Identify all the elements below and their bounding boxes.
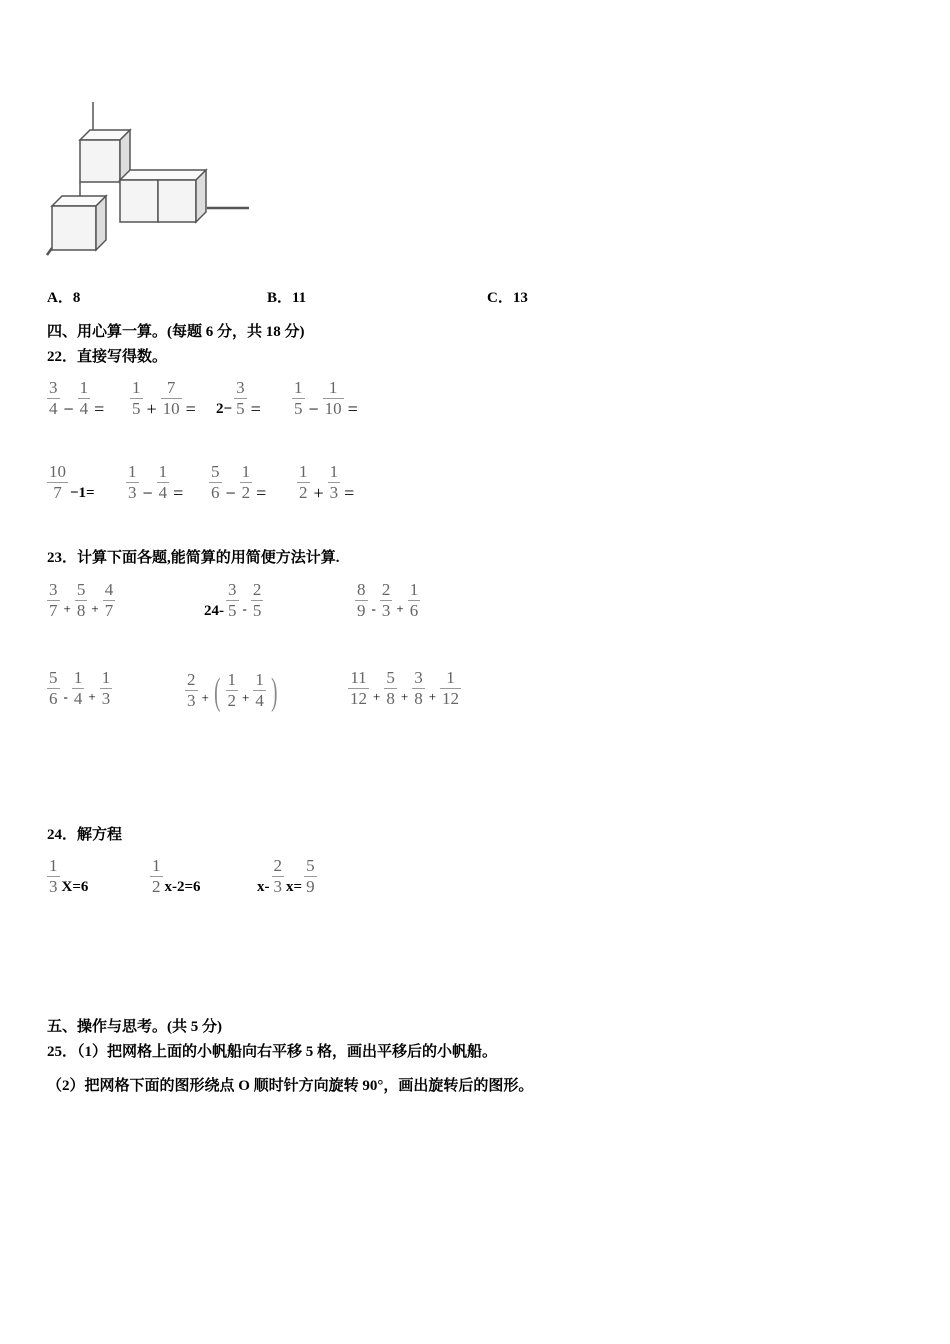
operator: +	[146, 399, 157, 419]
expression-text: x-	[257, 879, 270, 895]
q22-expression	[216, 378, 263, 419]
q24-equation	[45, 856, 88, 897]
fraction	[297, 462, 310, 503]
numerator: 1	[49, 856, 58, 875]
numerator: 1	[294, 378, 303, 397]
operator: -	[242, 600, 247, 616]
numerator: 5	[386, 668, 395, 687]
numerator: 5	[306, 856, 315, 875]
denominator: 2	[152, 877, 161, 896]
fraction	[328, 462, 341, 503]
q23-expression	[183, 668, 281, 712]
fraction	[209, 462, 222, 503]
operator: +	[63, 600, 71, 616]
fraction	[226, 580, 239, 621]
numerator: 3	[49, 580, 58, 599]
denominator: 8	[76, 601, 86, 620]
denominator: 5	[228, 601, 237, 620]
operator: +	[88, 688, 96, 704]
numerator: 1	[101, 668, 111, 687]
numerator: 5	[211, 462, 220, 481]
denominator: 4	[79, 399, 89, 418]
fraction	[47, 378, 60, 419]
fraction	[226, 670, 239, 711]
denominator: 7	[49, 601, 58, 620]
numerator: 7	[166, 378, 176, 397]
section-5-title: 五、操作与思考。(共 5 分)	[47, 1019, 222, 1035]
denominator: 6	[409, 601, 419, 620]
denominator: 9	[306, 877, 315, 896]
numerator: 2	[273, 856, 282, 875]
operator: =	[256, 483, 267, 503]
question-24-title: 24．解方程	[47, 827, 123, 843]
question-22-title: 22．直接写得数。	[47, 349, 168, 365]
denominator: 8	[386, 689, 395, 708]
fraction	[47, 462, 68, 503]
numerator: 10	[49, 462, 66, 481]
denominator: 3	[49, 877, 58, 896]
q23-expression	[353, 580, 422, 621]
denominator: 8	[414, 689, 423, 708]
numerator: 1	[158, 462, 168, 481]
fraction	[157, 462, 170, 503]
operator: =	[185, 399, 196, 419]
numerator: 1	[132, 378, 141, 397]
operator: +	[242, 690, 250, 705]
fraction	[78, 378, 91, 419]
numerator: 1	[329, 462, 339, 481]
numerator: 1	[128, 462, 137, 481]
fraction	[323, 378, 344, 419]
parenthesis: )	[271, 671, 278, 713]
denominator: 4	[73, 689, 83, 708]
numerator: 1	[409, 580, 419, 599]
denominator: 2	[227, 690, 236, 710]
operator: +	[201, 690, 209, 705]
fraction	[47, 668, 60, 709]
fraction	[130, 378, 143, 419]
numerator: 8	[357, 580, 366, 599]
denominator: 6	[211, 483, 220, 502]
question-25-line-1: 25．（1）把网格上面的小帆船向右平移 5 格，画出平移后的小帆船。	[47, 1044, 498, 1060]
numerator: 2	[381, 580, 391, 599]
numerator: 1	[152, 856, 161, 875]
fraction	[384, 668, 397, 709]
denominator: 5	[236, 399, 245, 418]
expression-text: −1=	[70, 485, 95, 501]
denominator: 3	[187, 690, 196, 710]
expression-text: 24-	[204, 603, 224, 619]
operator: +	[91, 600, 99, 616]
operator: −	[63, 399, 74, 419]
q22-expression	[290, 378, 360, 419]
denominator: 10	[324, 399, 342, 418]
option-b: B．11	[267, 290, 307, 306]
denominator: 12	[350, 689, 367, 708]
operator: −	[142, 483, 153, 503]
q23-expression	[204, 580, 265, 621]
expression-text: X=6	[61, 879, 89, 895]
fraction	[185, 670, 198, 711]
operator: -	[63, 688, 68, 704]
option-a: A．8	[47, 290, 81, 306]
fraction	[126, 462, 139, 503]
denominator: 5	[132, 399, 141, 418]
operator: =	[173, 483, 184, 503]
expression-text: 2−	[216, 401, 233, 417]
denominator: 4	[158, 483, 168, 502]
operator: +	[428, 688, 437, 704]
operator: =	[347, 399, 358, 419]
denominator: 6	[49, 689, 58, 708]
question-25-line-2: （2）把网格下面的图形绕点 O 顺时针方向旋转 90°，画出旋转后的图形。	[47, 1078, 534, 1094]
operator: +	[396, 600, 404, 616]
operator: =	[344, 483, 355, 503]
denominator: 3	[128, 483, 137, 502]
q22-expression	[207, 462, 268, 503]
denominator: 7	[53, 483, 62, 502]
denominator: 12	[442, 689, 460, 708]
numerator: 1	[328, 378, 338, 397]
numerator: 4	[104, 580, 114, 599]
q23-expression	[45, 668, 114, 709]
operator: +	[313, 483, 324, 503]
fraction	[150, 856, 163, 897]
operator: +	[373, 688, 381, 704]
expression-text: x-2=6	[164, 879, 201, 895]
fraction	[412, 668, 425, 709]
q22-expression	[45, 462, 95, 503]
denominator: 2	[241, 483, 251, 502]
denominator: 5	[294, 399, 303, 418]
denominator: 3	[381, 601, 391, 620]
operator: =	[94, 399, 105, 419]
q24-equation	[257, 856, 319, 897]
parenthesis: (	[214, 671, 221, 713]
fraction	[380, 580, 393, 621]
denominator: 4	[49, 399, 58, 418]
fraction	[240, 462, 253, 503]
denominator: 7	[104, 601, 114, 620]
fraction	[272, 856, 285, 897]
numerator: 2	[252, 580, 262, 599]
operator: =	[250, 399, 261, 419]
numerator: 11	[350, 668, 367, 687]
operator: +	[400, 688, 409, 704]
numerator: 3	[414, 668, 423, 687]
numerator: 3	[228, 580, 237, 599]
fraction	[103, 580, 116, 621]
q22-expression	[124, 462, 185, 503]
fraction	[292, 378, 305, 419]
numerator: 1	[299, 462, 308, 481]
denominator: 3	[273, 877, 282, 896]
fraction	[47, 856, 60, 897]
operator: −	[308, 399, 319, 419]
q22-expression	[295, 462, 356, 503]
denominator: 4	[255, 690, 264, 710]
fraction	[251, 580, 264, 621]
numerator: 5	[76, 580, 86, 599]
numerator: 2	[187, 669, 196, 689]
numerator: 1	[79, 378, 89, 397]
fraction	[100, 668, 113, 709]
cube-figure	[44, 100, 254, 260]
fraction	[355, 580, 368, 621]
numerator: 1	[241, 462, 251, 481]
numerator: 1	[255, 669, 264, 689]
q24-equation	[148, 856, 201, 897]
numerator: 1	[227, 669, 236, 689]
fraction	[440, 668, 461, 709]
q23-expression	[346, 668, 463, 709]
operator: -	[371, 600, 376, 616]
numerator: 3	[49, 378, 58, 397]
numerator: 1	[446, 668, 455, 687]
numerator: 3	[236, 378, 245, 397]
fraction	[161, 378, 182, 419]
fraction	[234, 378, 247, 419]
fraction	[47, 580, 60, 621]
fraction	[253, 670, 266, 711]
denominator: 9	[357, 601, 366, 620]
expression-text: x=	[286, 879, 303, 895]
q22-expression	[128, 378, 198, 419]
q22-expression	[45, 378, 106, 419]
q23-expression	[45, 580, 117, 621]
numerator: 1	[73, 668, 83, 687]
denominator: 3	[329, 483, 339, 502]
fraction	[304, 856, 317, 897]
option-c: C．13	[487, 290, 528, 306]
denominator: 10	[162, 399, 180, 418]
denominator: 2	[299, 483, 308, 502]
fraction	[72, 668, 85, 709]
fraction	[408, 580, 421, 621]
operator: −	[225, 483, 236, 503]
question-23-title: 23．计算下面各题,能简算的用简便方法计算.	[47, 550, 340, 566]
numerator: 5	[49, 668, 58, 687]
denominator: 5	[252, 601, 262, 620]
denominator: 3	[101, 689, 111, 708]
section-4-title: 四、用心算一算。(每题 6 分，共 18 分)	[47, 324, 305, 340]
fraction	[348, 668, 369, 709]
fraction	[75, 580, 88, 621]
